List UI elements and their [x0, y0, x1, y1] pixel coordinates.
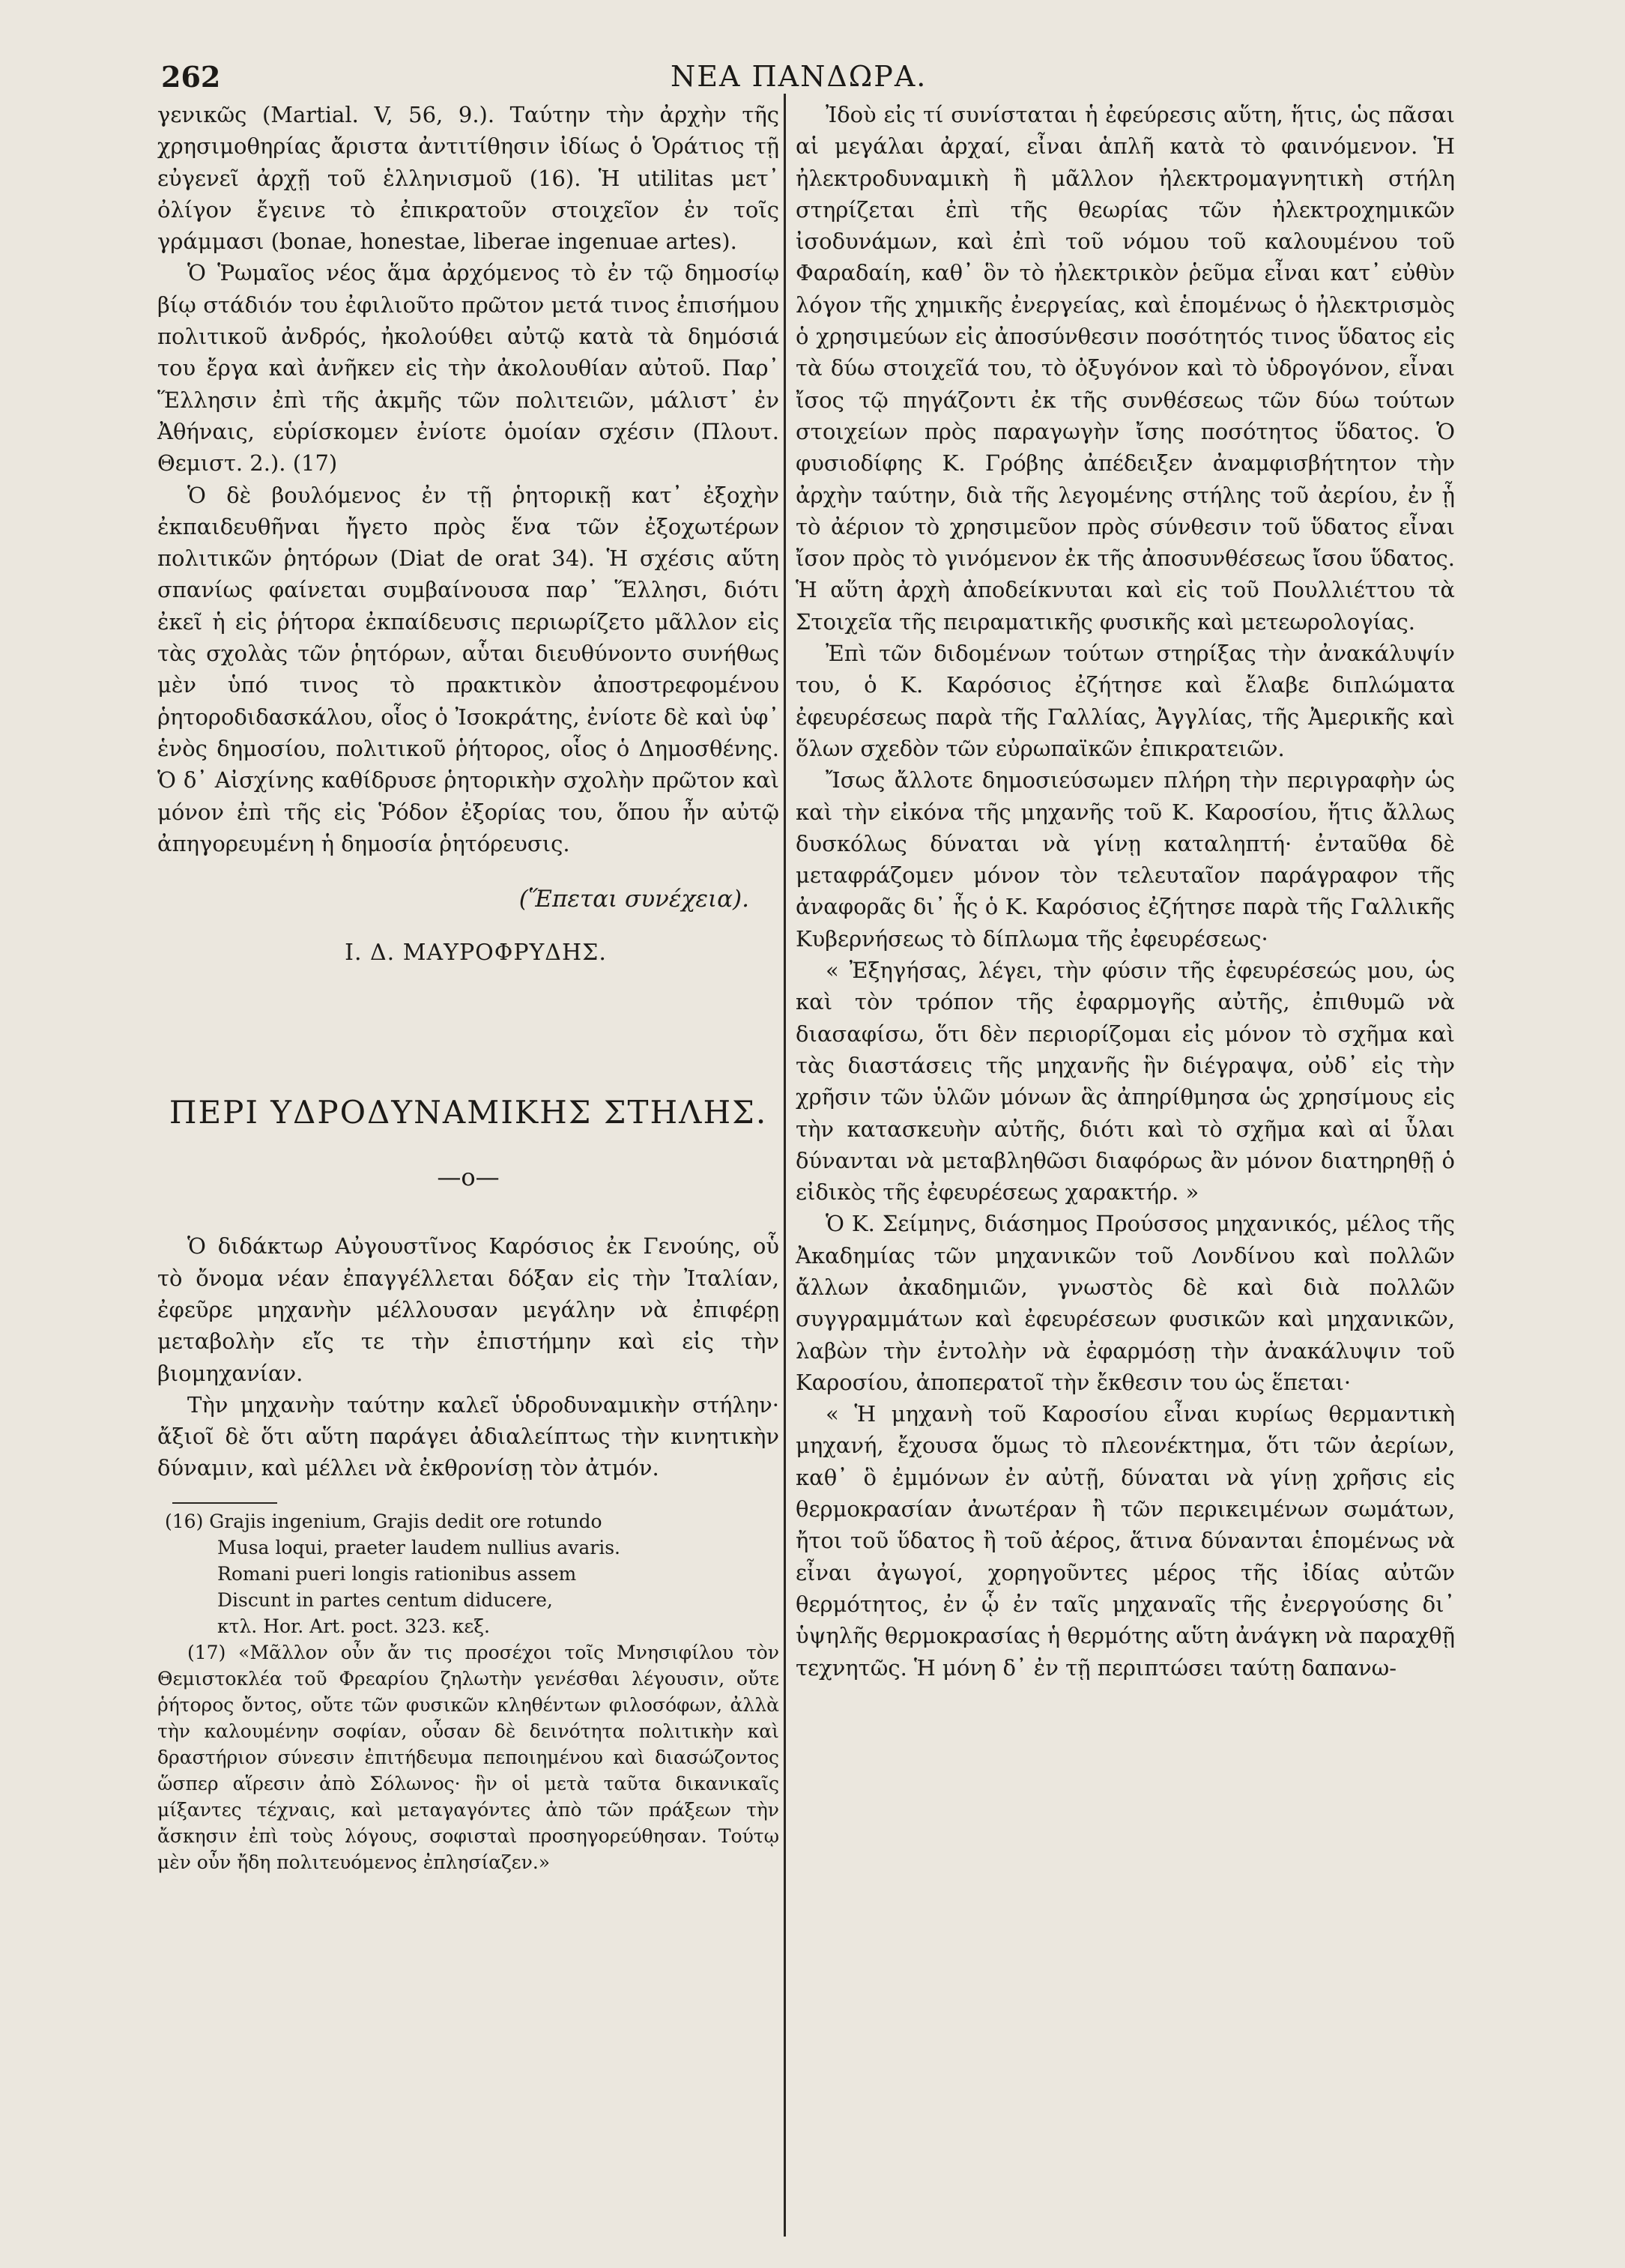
footnote-16	[157, 1508, 779, 1639]
footnote-16-line: Musa loqui, praeter laudem nullius avaris.	[217, 1536, 620, 1558]
footnote-16-line: κτλ. Hor. Art. poct. 323. κεξ.	[217, 1615, 490, 1637]
right-paragraph: « Ἡ μηχανὴ τοῦ Καροσίου εἶναι κυρίως θερμαντικὴ μηχανή, ἔχουσα ὅμως τὸ πλεονέκτημα, ὅτι τῶν ἀερίων, καθ᾿ ὃ ἐμμόνων ἐν αὐτῇ, δύναται νὰ γίνῃ χρῆσις εἰς θερμοκρασίαν ἀνωτέραν ἢ τῶν περικειμένων σωμάτων, ἤτοι τοῦ ὕδατος ἢ τοῦ ἀέρος, ἅτινα δύνανται ἑπομένως νὰ εἶναι ἀγωγοί, χορηγοῦντες μέρος τῆς ἰδίας αὐτῶν θερμότητος, ἐν ᾧ ἐν ταῖς μηχαναῖς τῆς ἐνεργούσης δι᾿ ὑψηλῆς θερμοκρασίας ἡ θερμότης αὕτη ἀνάγκη νὰ παραχθῇ τεχνητῶς. Ἡ μόνη δ᾿ ἐν τῇ περιπτώσει ταύτῃ δαπανω-	[796, 1401, 1455, 1681]
section-divider: —o—	[437, 1163, 500, 1192]
right-paragraph: Ἴσως ἄλλοτε δημοσιεύσωμεν πλήρη τὴν περιγραφὴν ὡς καὶ τὴν εἰκόνα τῆς μηχανῆς τοῦ Κ. Καροσίου, ἥτις ἄλλως δυσκόλως δύναται νὰ γίνῃ καταληπτή· ἐνταῦθα δὲ μεταφράζομεν μόνον τὸν τελευταῖον παράγραφον τῆς ἀναφορᾶς δι᾿ ἧς ὁ Κ. Καρόσιος ἐζήτησε παρὰ τῆς Γαλλικῆς Κυβερνήσεως τὸ δίπλωμα τῆς ἐφευρέσεως·	[796, 767, 1455, 952]
right-column	[796, 99, 1455, 1684]
author-signature: Ι. Δ. ΜΑΥΡΟΦΡΥΔΗΣ.	[345, 940, 607, 967]
right-paragraph: Ἐπὶ τῶν διδομένων τούτων στηρίξας τὴν ἀνακάλυψίν του, ὁ Κ. Καρόσιος ἐζήτησε καὶ ἔλαβε διπλώματα ἐφευρέσεως παρὰ τῆς Γαλλίας, Ἀγγλίας, τῆς Ἀμερικῆς καὶ ὅλων σχεδὸν τῶν εὐρωπαϊκῶν ἐπικρατειῶν.	[796, 641, 1455, 761]
continuation-note: (Ἕπεται συνέχεια).	[518, 886, 749, 913]
footnote-16-line: Discunt in partes centum diducere,	[217, 1588, 553, 1611]
footnote-16-label: (16)	[165, 1510, 204, 1532]
section-paragraph: Ὁ διδάκτωρ Αὐγουστῖνος Καρόσιος ἐκ Γενούης, οὗ τὸ ὄνομα νέαν ἐπαγγέλλεται δόξαν εἰς τὴν Ἰταλίαν, ἐφεῦρε μηχανὴν μέλλουσαν μεγάλην νὰ ἐπιφέρῃ μεταβολὴν εἴς τε τὴν ἐπιστήμην καὶ εἰς τὴν βιομηχανίαν.	[157, 1233, 779, 1386]
section-title: ΠΕΡΙ ΥΔΡΟΔΥΝΑΜΙΚΗΣ ΣΤΗΛΗΣ.	[169, 1093, 768, 1131]
left-column	[157, 99, 779, 1875]
right-paragraph: Ὁ Κ. Σείμηνς, διάσημος Προύσσος μηχανικός, μέλος τῆς Ἀκαδημίας τῶν μηχανικῶν τοῦ Λονδίνου καὶ πολλῶν ἄλλων ἀκαδημιῶν, γνωστὸς δὲ καὶ διὰ πολλῶν συγγραμμάτων καὶ ἐφευρέσεων φυσικῶν καὶ μηχανικῶν, λαβὼν τὴν ἐντολὴν νὰ ἐφαρμόσῃ τὴν ἀνακάλυψιν τοῦ Καροσίου, ἀποπερατοῖ τὴν ἔκθεσιν του ὡς ἕπεται·	[796, 1211, 1455, 1395]
footnotes	[157, 1502, 779, 1875]
footnote-16-line: Romani pueri longis rationibus assem	[217, 1562, 577, 1585]
footnote-17: (17) «Μᾶλλον οὖν ἄν τις προσέχοι τοῖς Μνησιφίλου τὸν Θεμιστοκλέα τοῦ Φρεαρίου ζηλωτὴν γενέσθαι λέγουσιν, οὔτε ῥήτορος ὄντος, οὔτε τῶν φυσικῶν κληθέντων φιλοσόφων, ἀλλὰ τὴν καλουμένην σοφίαν, οὖσαν δὲ δεινότητα πολιτικὴν καὶ δραστήριον σύνεσιν ἐπιτήδευμα πεποιημένου καὶ διασώζοντος ὥσπερ αἵρεσιν ἀπὸ Σόλωνος· ἣν οἱ μετὰ ταῦτα δικανικαῖς μίξαντες τέχναις, καὶ μεταγαγόντες ἀπὸ τῶν πράξεων τὴν ἄσκησιν ἐπὶ τοὺς λόγους, σοφισταὶ προσηγορεύθησαν. Τούτῳ μὲν οὖν ἤδη πολιτευόμενος ἐπλησίαζεν.»	[157, 1641, 779, 1873]
page-header	[161, 54, 1472, 99]
left-paragraph: γενικῶς (Martial. V, 56, 9.). Ταύτην τὴν ἀρχὴν τῆς χρησιμοθηρίας ἄριστα ἀντιτίθησιν ἰδίως ὁ Ὁράτιος τῇ εὐγενεῖ ἀρχῇ τοῦ ἑλληνισμοῦ (16). Ἡ utilitas μετ᾿ ὀλίγον ἔγεινε τὸ ἐπικρατοῦν στοιχεῖον ἐν τοῖς γράμμασι (bonae, honestae, liberae ingenuae artes).	[157, 102, 779, 255]
footnote-rule	[172, 1502, 277, 1504]
right-paragraph: Ἰδοὺ εἰς τί συνίσταται ἡ ἐφεύρεσις αὕτη, ἥτις, ὡς πᾶσαι αἱ μεγάλαι ἀρχαί, εἶναι ἁπλῆ κατὰ τὸ φαινόμενον. Ἡ ἠλεκτροδυναμικὴ ἢ μᾶλλον ἠλεκτρομαγνητικὴ στήλη στηρίζεται ἐπὶ τῆς θεωρίας τῶν ἠλεκτροχημικῶν ἰσοδυνάμων, καὶ ἐπὶ τοῦ νόμου τοῦ καλουμένου τοῦ Φαραδαίη, καθ᾿ ὃν τὸ ἠλεκτρικὸν ῥεῦμα εἶναι κατ᾿ εὐθὺν λόγον τῆς χημικῆς ἐνεργείας, καὶ ἑπομένως ὁ ἠλεκτρισμὸς ὁ χρησιμεύων εἰς ἀποσύνθεσιν ποσότητός τινος ὕδατος εἰς τὰ δύω στοιχεῖά του, τὸ ὀξυγόνον καὶ τὸ ὑδρογόνον, εἶναι ἴσος τῷ πηγάζοντι ἐκ τῆς συνθέσεως τῶν δύω τούτων στοιχείων πρὸς παραγωγὴν ἴσης ποσότητος ὕδατος. Ὁ φυσιοδίφης Κ. Γρόβης ἀπέδειξεν ἀναμφισβήτητον τὴν ἀρχὴν ταύτην, διὰ τῆς λεγομένης στήλης τοῦ ἀερίου, ἐν ᾗ τὸ ἀέριον τὸ χρησιμεῦον πρὸς σύνθεσιν τοῦ ὕδατος εἶναι ἴσον πρὸς τὸ γινόμενον ἐκ τῆς ἀποσυνθέσεως ἴσου ὕδατος. Ἡ αὕτη ἀρχὴ ἀποδείκνυται καὶ εἰς τοῦ Πουλλιέττου τὰ Στοιχεῖα τῆς πειραματικῆς φυσικῆς καὶ μετεωρολογίας.	[796, 102, 1455, 635]
left-paragraph: Ὁ δὲ βουλόμενος ἐν τῇ ῥητορικῇ κατ᾿ ἐξοχὴν ἐκπαιδευθῆναι ἤγετο πρὸς ἕνα τῶν ἐξοχωτέρων πολιτικῶν ῥητόρων (Diat de orat 34). Ἡ σχέσις αὕτη σπανίως φαίνεται συμβαίνουσα παρ᾿ Ἕλλησι, διότι ἐκεῖ ἡ εἰς ῥήτορα ἐκπαίδευσις περιωρίζετο μᾶλλον εἰς τὰς σχολὰς τῶν ῥητόρων, αὗται διευθύνοντο συνήθως μὲν ὑπό τινος τὸ πρακτικὸν ἀποστρεφομένου ῥητοροδιδασκάλου, οἷος ὁ Ἰσοκράτης, ἐνίοτε δὲ καὶ ὑφ᾿ ἑνὸς δημοσίου, πολιτικοῦ ῥήτορος, οἷος ὁ Δημοσθένης. Ὁ δ᾿ Αἰσχίνης καθίδρυσε ῥητορικὴν σχολὴν πρῶτον καὶ μόνον ἐπὶ τῆς εἰς Ῥόδον ἐξορίας του, ὅπου ἦν αὐτῷ ἀπηγορευμένη ἡ δημοσία ῥητόρευσις.	[157, 482, 779, 856]
page-number: 262	[161, 60, 221, 94]
running-title: ΝΕΑ ΠΑΝΔΩΡΑ.	[671, 60, 928, 93]
footnote-16-line: (16) Grajis ingenium, Grajis dedit ore rotundo	[165, 1510, 602, 1532]
left-paragraph: Ὁ Ῥωμαῖος νέος ἅμα ἀρχόμενος τὸ ἐν τῷ δημοσίῳ βίῳ στάδιόν του ἐφιλιοῦτο πρῶτον μετά τινος ἐπισήμου πολιτικοῦ ἀνδρός, ἠκολούθει αὐτῷ κατὰ τὰ δημόσιά του ἔργα καὶ ἀνῆκεν εἰς τὴν ἀκολουθίαν αὐτοῦ. Παρ᾿ Ἕλλησιν ἐπὶ τῆς ἀκμῆς τῶν πολιτειῶν, μάλιστ᾿ ἐν Ἀθήναις, εὑρίσκομεν ἐνίοτε ὁμοίαν σχέσιν (Πλουτ. Θεμιστ. 2.). (17)	[157, 260, 779, 477]
column-divider	[784, 94, 786, 2237]
right-paragraph: « Ἐξηγήσας, λέγει, τὴν φύσιν τῆς ἐφευρέσεώς μου, ὡς καὶ τὸν τρόπον τῆς ἐφαρμογῆς αὐτῆς, ἐπιθυμῶ νὰ διασαφίσω, ὅτι δὲν περιορίζομαι εἰς μόνον τὸ σχῆμα καὶ τὰς διαστάσεις τῆς μηχανῆς ἣν διέγραψα, οὐδ᾿ εἰς τὴν χρῆσιν τῶν ὑλῶν μόνων ἃς ἀπηρίθμησα ὡς χρησίμους εἰς τὴν κατασκευὴν αὐτῆς, διότι καὶ τὸ σχῆμα καὶ αἱ ὗλαι δύνανται νὰ μεταβληθῶσι διαφόρως ἂν μόνον διατηρηθῇ ὁ εἰδικὸς τῆς ἐφευρέσεως χαρακτήρ. »	[796, 958, 1455, 1206]
section-paragraph: Τὴν μηχανὴν ταύτην καλεῖ ὑδροδυναμικὴν στήλην· ἄξιοῖ δὲ ὅτι αὕτη παράγει ἀδιαλείπτως τὴν κινητικὴν δύναμιν, καὶ μέλλει νὰ ἐκθρονίσῃ τὸν ἀτμόν.	[157, 1391, 779, 1481]
